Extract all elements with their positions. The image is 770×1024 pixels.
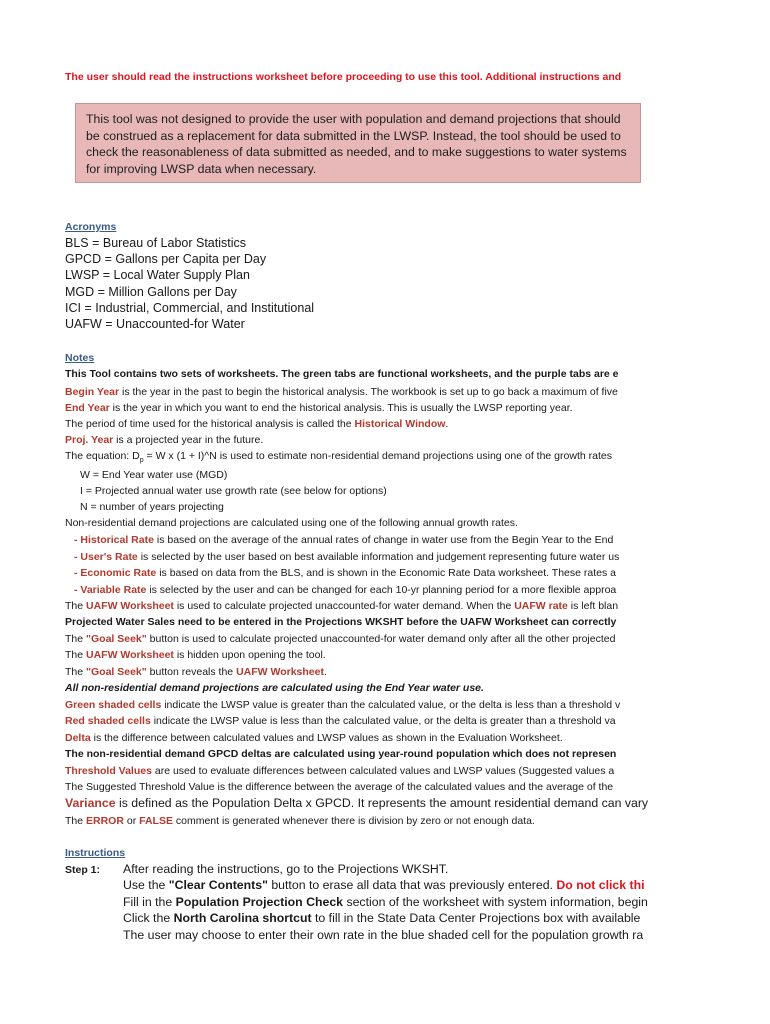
note-equation (65, 449, 657, 468)
step-1-line-5: The user may choose to enter their own rate in the blue shaded cell for the population growth ra (123, 928, 644, 942)
note-text: is defined as the Population Delta x GPCD. It represents the amount residential demand can vary (115, 796, 649, 810)
note-historical-window (65, 417, 657, 431)
step-text: Click the (123, 911, 174, 925)
term-goal-seek: "Goal Seek" (86, 633, 147, 645)
note-text: button reveals the (146, 666, 237, 678)
step-text: section of the worksheet with system information, begin (343, 895, 648, 909)
term-delta: Delta (65, 732, 91, 744)
step-1-line-4 (123, 910, 657, 926)
note-uafw-worksheet (65, 599, 657, 613)
step-1-label: Step 1: (65, 864, 101, 876)
acronym-bls: BLS = Bureau of Labor Statistics (65, 236, 247, 250)
step-1-line-2 (123, 877, 657, 893)
term-green-cells: Green shaded cells (65, 699, 162, 711)
note-economic-rate (74, 566, 657, 580)
note-growth-rates: Non-residential demand projections are calculated using one of the following annual growth rates. (65, 517, 518, 529)
term-clear-contents: "Clear Contents" (168, 878, 268, 892)
term-proj-year: Proj. Year (65, 434, 114, 446)
term-red-cells: Red shaded cells (65, 715, 151, 727)
step-text: to fill in the State Data Center Projections box with available (311, 911, 641, 925)
acronyms-heading: Acronyms (65, 221, 117, 233)
step-text: button to erase all data that was previously entered. (267, 878, 557, 892)
note-text: is based on data from the BLS, and is shown in the Economic Rate Data worksheet. These rates a (156, 567, 617, 579)
note-text: are used to evaluate differences between calculated values and LWSP values (Suggested values a (151, 765, 615, 777)
term-uafw-worksheet: UAFW Worksheet (236, 666, 324, 678)
note-text: . (445, 418, 449, 430)
term-economic-rate: - Economic Rate (74, 567, 157, 579)
term-begin-year: Begin Year (65, 386, 120, 398)
disclaimer-text: This tool was not designed to provide the user with population and demand projections that should be construed as a replacement for data submitted in the LWSP. Instead, the tool should be used to check the reasonableness of data submitted as needed, and to make suggestions to water systems for improving LWSP data when necessary. (86, 112, 627, 176)
note-var-n: N = number of years projecting (80, 501, 224, 513)
note-suggested-threshold: The Suggested Threshold Value is the difference between the average of the calculated values and the average of the (65, 781, 614, 793)
term-uafw-worksheet: UAFW Worksheet (86, 649, 174, 661)
term-variable-rate: - Variable Rate (74, 584, 147, 596)
note-text: The (65, 815, 87, 827)
note-variance (65, 796, 657, 811)
note-end-year-water-use: All non-residential demand projections are calculated using the End Year water use. (65, 682, 484, 694)
note-text: is the year in which you want to end the historical analysis. This is usually the LWSP reporting year. (109, 402, 573, 414)
note-text: The (65, 633, 87, 645)
term-north-carolina-shortcut: North Carolina shortcut (173, 911, 312, 925)
instructions-banner: The user should read the instructions worksheet before proceeding to use this tool. Additional instructions and (65, 71, 622, 83)
note-goal-seek (65, 632, 657, 646)
note-text: The (65, 649, 87, 661)
note-red-cells (65, 714, 657, 728)
term-do-not-click: Do not click thi (556, 878, 645, 892)
term-end-year: End Year (65, 402, 110, 414)
note-text: = W x (1 + I)^N is used to estimate non-residential demand projections using one of the growth rates (143, 450, 612, 462)
note-text: indicate the LWSP value is less than the calculated value, or the delta is greater than a threshold va (150, 715, 616, 727)
term-population-projection-check: Population Projection Check (175, 895, 344, 909)
note-text: is left blan (567, 600, 619, 612)
note-text: The (65, 666, 87, 678)
step-text: Use the (123, 878, 169, 892)
note-text: is selected by the user and can be changed for each 10-yr planning period for a more flexible approa (146, 584, 617, 596)
note-text: indicate the LWSP value is greater than the calculated value, or the delta is less than a threshold v (161, 699, 621, 711)
term-error: ERROR (86, 815, 124, 827)
note-text: The equation: D (65, 450, 140, 462)
step-1-line-1: After reading the instructions, go to the Projections WKSHT. (123, 862, 449, 876)
acronym-gpcd: GPCD = Gallons per Capita per Day (65, 252, 267, 266)
note-users-rate (74, 550, 657, 564)
equation-subscript: p (139, 457, 144, 465)
note-text: is a projected year in the future. (113, 434, 264, 446)
note-begin-year (65, 385, 657, 399)
note-text: is hidden upon opening the tool. (173, 649, 326, 661)
note-delta (65, 731, 657, 745)
note-uafw-hidden (65, 648, 657, 662)
term-historical-window: Historical Window (354, 418, 446, 430)
note-text: button is used to calculate projected unaccounted-for water demand only after all the other projected (146, 633, 616, 645)
note-text: is used to calculate projected unaccounted-for water demand. When the (173, 600, 515, 612)
note-text: The (65, 600, 87, 612)
acronym-lwsp: LWSP = Local Water Supply Plan (65, 268, 250, 282)
step-1-line-3 (123, 894, 657, 910)
note-end-year (65, 401, 657, 415)
note-worksheets: This Tool contains two sets of worksheets. The green tabs are functional worksheets, and the purple tabs are e (65, 368, 619, 380)
note-historical-rate (74, 533, 657, 547)
note-green-cells (65, 698, 657, 712)
note-gpcd-deltas: The non-residential demand GPCD deltas are calculated using year-round population which does not represen (65, 748, 617, 760)
step-text: Fill in the (123, 895, 176, 909)
instructions-heading: Instructions (65, 847, 126, 859)
note-text: is selected by the user based on best available information and judgement representing future water us (137, 551, 620, 563)
term-historical-rate: - Historical Rate (74, 534, 154, 546)
term-uafw-worksheet: UAFW Worksheet (86, 600, 174, 612)
note-text: . (323, 666, 327, 678)
note-var-w: W = End Year water use (MGD) (80, 469, 228, 481)
note-variable-rate (74, 583, 657, 597)
note-text: is the difference between calculated values and LWSP values as shown in the Evaluation Worksheet. (90, 732, 563, 744)
note-projected-sales: Projected Water Sales need to be entered in the Projections WKSHT before the UAFW Worksheet can correctly (65, 616, 617, 628)
note-text: is based on the average of the annual rates of change in water use from the Begin Year to the End (153, 534, 614, 546)
term-users-rate: - User's Rate (74, 551, 138, 563)
acronym-mgd: MGD = Million Gallons per Day (65, 285, 237, 299)
note-proj-year (65, 433, 657, 447)
term-variance: Variance (65, 796, 116, 810)
disclaimer-box (75, 103, 641, 183)
term-threshold-values: Threshold Values (65, 765, 152, 777)
note-goal-seek-reveals (65, 665, 657, 679)
acronym-uafw: UAFW = Unaccounted-for Water (65, 317, 245, 331)
term-goal-seek: "Goal Seek" (86, 666, 147, 678)
acronym-ici: ICI = Industrial, Commercial, and Institutional (65, 301, 315, 315)
note-threshold-values (65, 764, 657, 778)
note-error-false (65, 814, 657, 828)
term-false: FALSE (139, 815, 173, 827)
term-uafw-rate: UAFW rate (514, 600, 568, 612)
note-text: is the year in the past to begin the historical analysis. The workbook is set up to go back a maximum of five (119, 386, 618, 398)
notes-heading: Notes (65, 352, 95, 364)
note-text: comment is generated whenever there is division by zero or not enough data. (172, 815, 535, 827)
note-text: The period of time used for the historical analysis is called the (65, 418, 355, 430)
note-var-i: I = Projected annual water use growth rate (see below for options) (80, 485, 387, 497)
note-text: or (123, 815, 140, 827)
